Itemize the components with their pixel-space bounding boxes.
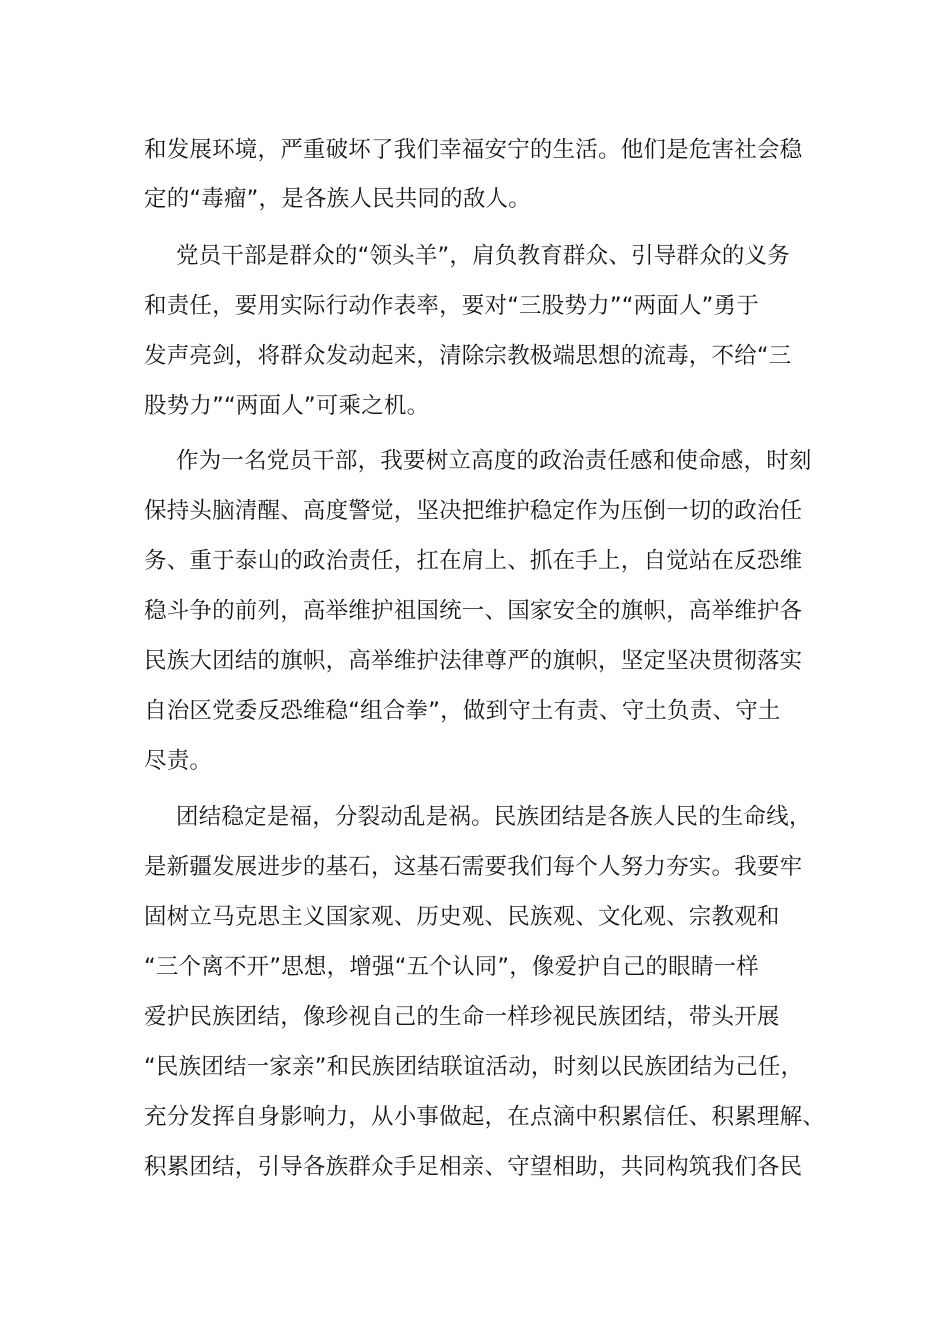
text-line: 发声亮剑，将群众发动起来，清除宗教极端思想的流毒，不给“三 xyxy=(144,343,792,369)
text-line: 保持头脑清醒、高度警觉，坚决把维护稳定作为压倒一切的政治任 xyxy=(144,498,803,524)
text-line: 自治区党委反恐维稳“组合拳”，做到守土有责、守土负责、守土 xyxy=(144,698,781,724)
text-line: 务、重于泰山的政治责任，扛在肩上、抓在手上，自觉站在反恐维 xyxy=(144,548,803,574)
text-line: “三个离不开”思想，增强“五个认同”，像爱护自己的眼睛一样 xyxy=(144,954,759,980)
text-line: 稳斗争的前列，高举维护祖国统一、国家安全的旗帜，高举维护各 xyxy=(144,598,803,624)
text-line: “民族团结一家亲”和民族团结联谊活动，时刻以民族团结为己任， xyxy=(144,1054,804,1080)
text-line: 民族大团结的旗帜，高举维护法律尊严的旗帜，坚定坚决贯彻落实 xyxy=(144,648,803,674)
text-line: 和发展环境，严重破坏了我们幸福安宁的生活。他们是危害社会稳 xyxy=(144,137,803,163)
paragraph-first-line: 作为一名党员干部，我要树立高度的政治责任感和使命感，时刻 xyxy=(176,448,812,474)
text-line: 是新疆发展进步的基石，这基石需要我们每个人努力夯实。我要牢 xyxy=(144,854,803,880)
paragraph-first-line: 团结稳定是福，分裂动乱是祸。民族团结是各族人民的生命线， xyxy=(176,804,812,830)
text-line: 充分发挥自身影响力，从小事做起，在点滴中积累信任、积累理解、 xyxy=(144,1104,826,1130)
text-line: 积累团结，引导各族群众手足相亲、守望相助，共同构筑我们各民 xyxy=(144,1154,803,1180)
text-line: 固树立马克思主义国家观、历史观、民族观、文化观、宗教观和 xyxy=(144,904,780,930)
text-line: 股势力”“两面人”可乘之机。 xyxy=(144,393,430,419)
text-line: 尽责。 xyxy=(144,748,213,774)
paragraph-first-line: 党员干部是群众的“领头羊”，肩负教育群众、引导群众的义务 xyxy=(176,243,790,269)
text-line: 和责任，要用实际行动作表率，要对“三股势力”“两面人”勇于 xyxy=(144,293,759,319)
text-line: 定的“毒瘤”，是各族人民共同的敌人。 xyxy=(144,186,531,212)
text-line: 爱护民族团结，像珍视自己的生命一样珍视民族团结，带头开展 xyxy=(144,1004,780,1030)
